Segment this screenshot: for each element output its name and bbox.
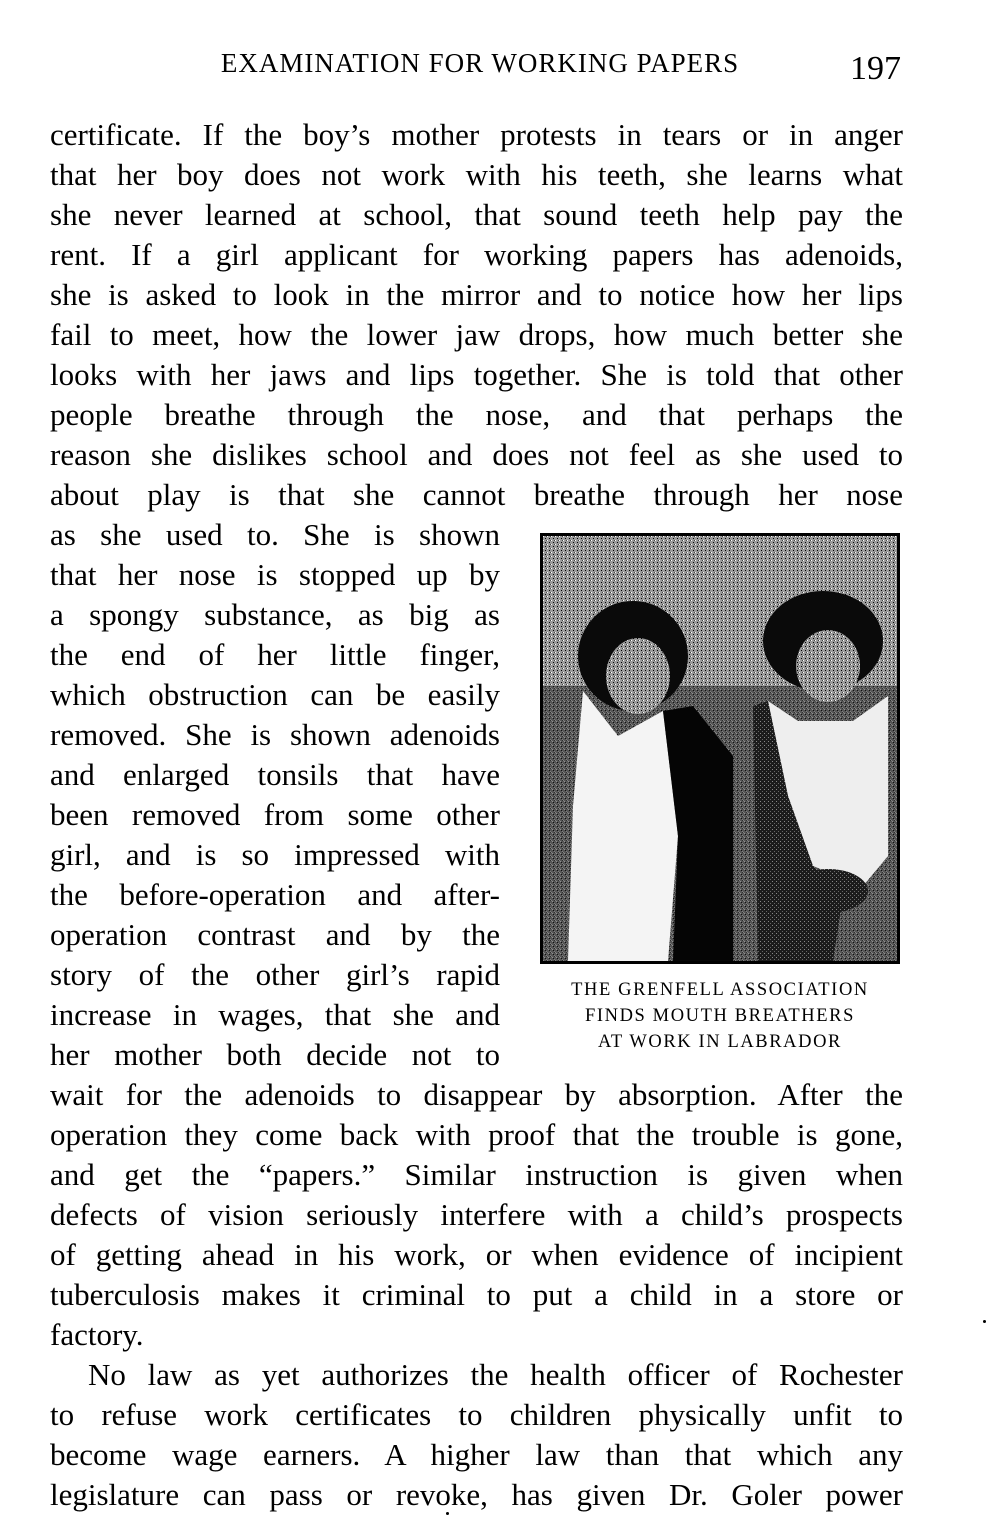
photograph-two-girls: [540, 533, 900, 964]
body-line: been removed from some other: [50, 797, 500, 832]
body-line: that her boy does not work with his teeth, she learns what: [50, 157, 903, 192]
body-line: girl, and is so impressed with: [50, 837, 500, 872]
body-line: people breathe through the nose, and that perhaps the: [50, 397, 903, 432]
body-line: of getting ahead in his work, or when evidence of incipient: [50, 1237, 903, 1272]
body-line: and enlarged tonsils that have: [50, 757, 500, 792]
body-line: about play is that she cannot breathe through her nose: [50, 477, 903, 512]
body-line: as she used to. She is shown: [50, 517, 500, 552]
body-line: certificate. If the boy’s mother protests in tears or in anger: [50, 117, 903, 152]
body-line: removed. She is shown adenoids: [50, 717, 500, 752]
body-line: that her nose is stopped up by: [50, 557, 500, 592]
page-number: 197: [850, 50, 901, 87]
body-line: legislature can pass or revoke, has given Dr. Goler power: [50, 1477, 903, 1512]
body-line: No law as yet authorizes the health officer of Rochester: [88, 1357, 903, 1392]
body-line: a spongy substance, as big as: [50, 597, 500, 632]
body-line: rent. If a girl applicant for working papers has adenoids,: [50, 237, 903, 272]
body-line: defects of vision seriously interfere with a child’s prospects: [50, 1197, 903, 1232]
body-line: which obstruction can be easily: [50, 677, 500, 712]
body-line: the end of her little finger,: [50, 637, 500, 672]
body-line: tuberculosis makes it criminal to put a child in a store or: [50, 1277, 903, 1312]
running-header: EXAMINATION FOR WORKING PAPERS: [220, 48, 740, 78]
body-line: story of the other girl’s rapid: [50, 957, 500, 992]
scan-speck: [983, 1320, 986, 1323]
figure-caption-line: THE GRENFELL ASSOCIATION: [571, 980, 869, 1000]
body-line: she is asked to look in the mirror and to notice how her lips: [50, 277, 903, 312]
body-line: wait for the adenoids to disappear by absorption. After the: [50, 1077, 903, 1112]
photo-illustration: [543, 536, 897, 961]
figure-caption-line: AT WORK IN LABRADOR: [597, 1032, 843, 1052]
body-line: become wage earners. A higher law than that which any: [50, 1437, 903, 1472]
left-girl-face: [606, 638, 670, 714]
body-line: increase in wages, that she and: [50, 997, 500, 1032]
body-line: fail to meet, how the lower jaw drops, how much better she: [50, 317, 903, 352]
scan-speck: [446, 1512, 449, 1515]
body-line: operation contrast and by the: [50, 917, 500, 952]
body-line: to refuse work certificates to children physically unfit to: [50, 1397, 903, 1432]
right-girl-face: [796, 630, 860, 702]
body-line: factory.: [50, 1317, 144, 1352]
body-line: her mother both decide not to: [50, 1037, 500, 1072]
body-line: the before-operation and after-: [50, 877, 500, 912]
body-line: reason she dislikes school and does not feel as she used to: [50, 437, 903, 472]
body-line: and get the “papers.” Similar instruction is given when: [50, 1157, 903, 1192]
figure-caption-line: FINDS MOUTH BREATHERS: [584, 1006, 856, 1026]
body-line: she never learned at school, that sound teeth help pay the: [50, 197, 903, 232]
body-line: operation they come back with proof that the trouble is gone,: [50, 1117, 903, 1152]
body-line: looks with her jaws and lips together. She is told that other: [50, 357, 903, 392]
clasped-hands: [788, 869, 868, 913]
